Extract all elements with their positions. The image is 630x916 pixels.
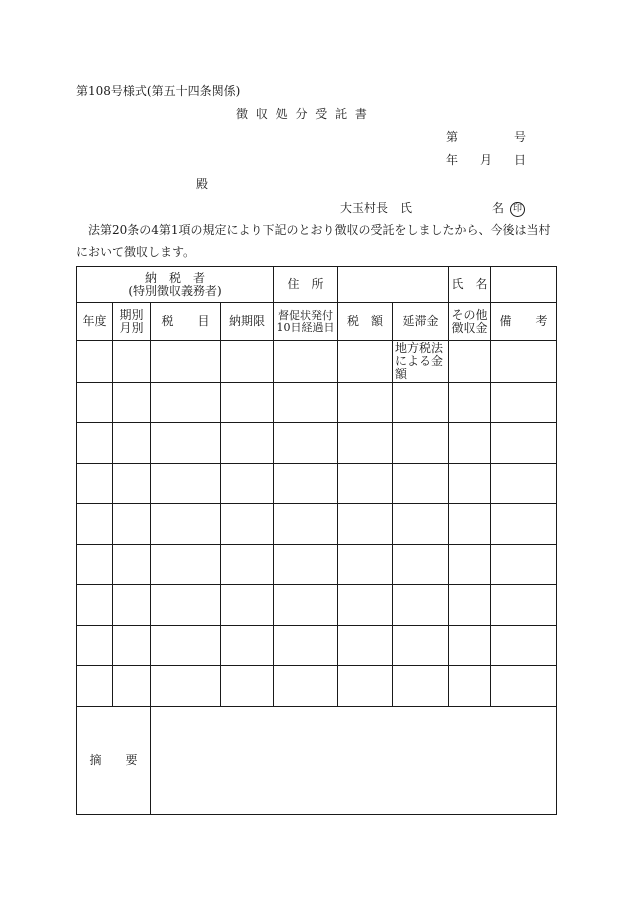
col-fiscal-year [77, 303, 113, 341]
cell[interactable] [338, 341, 393, 383]
cell[interactable] [449, 626, 491, 666]
table-row [77, 341, 557, 383]
cell[interactable] [221, 545, 274, 585]
cell[interactable] [274, 383, 338, 423]
col-notice [274, 303, 338, 341]
cell[interactable] [449, 504, 491, 545]
col-due-date-label: 納期限 [228, 314, 265, 328]
body-line-1: 法第20条の4第1項の規定により下記のとおり徴収の受託をしましたから、今後は当村 [88, 223, 551, 237]
cell[interactable] [491, 464, 557, 504]
cell[interactable] [491, 383, 557, 423]
cell[interactable] [491, 423, 557, 464]
sender-name-char: 名 [492, 201, 505, 215]
cell[interactable] [491, 626, 557, 666]
column-header-row [77, 303, 557, 341]
cell[interactable] [151, 545, 221, 585]
address-label-cell [274, 267, 338, 303]
table-row [77, 423, 557, 464]
date-day: 日 [514, 153, 527, 167]
cell[interactable] [393, 585, 449, 626]
cell[interactable] [113, 464, 151, 504]
form-number: 第108号様式(第五十四条関係) [76, 84, 241, 98]
cell[interactable] [274, 585, 338, 626]
body-line-2: において徴収します。 [76, 245, 196, 259]
cell[interactable] [221, 585, 274, 626]
commission-table [76, 266, 557, 815]
table-row [77, 464, 557, 504]
cell[interactable] [393, 464, 449, 504]
cell[interactable] [151, 464, 221, 504]
cell[interactable] [77, 423, 113, 464]
cell[interactable] [393, 626, 449, 666]
cell[interactable] [113, 341, 151, 383]
cell[interactable] [491, 666, 557, 707]
col-late-fee [393, 303, 449, 341]
date-month: 月 [480, 153, 493, 167]
sender-title: 大玉村長 氏 [340, 201, 413, 215]
late-fee-note: 地方税法による金額 [395, 341, 444, 381]
cell[interactable] [491, 545, 557, 585]
cell[interactable] [77, 666, 113, 707]
cell[interactable] [113, 383, 151, 423]
cell[interactable] [274, 626, 338, 666]
cell[interactable] [338, 423, 393, 464]
number-dai: 第 [446, 130, 459, 144]
cell[interactable] [221, 383, 274, 423]
table-row [77, 585, 557, 626]
table-row [77, 545, 557, 585]
cell[interactable] [449, 666, 491, 707]
cell[interactable] [151, 626, 221, 666]
cell[interactable] [393, 423, 449, 464]
table-row [77, 383, 557, 423]
cell[interactable] [151, 423, 221, 464]
cell[interactable] [151, 504, 221, 545]
cell[interactable] [393, 666, 449, 707]
cell[interactable] [113, 545, 151, 585]
col-tax-item [151, 303, 221, 341]
cell[interactable] [113, 626, 151, 666]
late-fee-note-cell[interactable] [393, 341, 449, 383]
taxpayer-label-cell [77, 267, 274, 303]
col-remarks-label: 備 考 [499, 314, 548, 328]
summary-label-cell [77, 707, 151, 815]
cell[interactable] [338, 464, 393, 504]
cell[interactable] [221, 626, 274, 666]
col-other-label-2: 徴収金 [451, 320, 488, 335]
cell[interactable] [221, 423, 274, 464]
cell[interactable] [338, 585, 393, 626]
cell[interactable] [338, 504, 393, 545]
cell[interactable] [449, 383, 491, 423]
table-row [77, 504, 557, 545]
address-value-cell[interactable] [338, 267, 449, 303]
cell[interactable] [113, 504, 151, 545]
cell[interactable] [221, 464, 274, 504]
cell[interactable] [77, 341, 113, 383]
addressee-suffix: 殿 [196, 177, 209, 191]
cell[interactable] [151, 585, 221, 626]
address-label: 住 所 [287, 277, 324, 291]
cell[interactable] [449, 585, 491, 626]
col-other-label-1: その他 [451, 307, 488, 322]
cell[interactable] [274, 504, 338, 545]
cell[interactable] [274, 464, 338, 504]
cell[interactable] [77, 383, 113, 423]
cell[interactable] [449, 423, 491, 464]
name-label: 氏 名 [451, 277, 488, 291]
summary-value-cell[interactable] [151, 707, 557, 815]
cell[interactable] [113, 585, 151, 626]
cell[interactable] [77, 504, 113, 545]
date-year: 年 [446, 153, 459, 167]
cell[interactable] [338, 666, 393, 707]
cell[interactable] [491, 585, 557, 626]
col-fiscal-year-label: 年度 [82, 314, 107, 328]
cell[interactable] [338, 626, 393, 666]
cell[interactable] [77, 545, 113, 585]
table-row [77, 666, 557, 707]
col-notice-label-1: 督促状発付 [278, 308, 333, 322]
cell[interactable] [113, 666, 151, 707]
cell[interactable] [274, 341, 338, 383]
col-due-date [221, 303, 274, 341]
cell[interactable] [77, 626, 113, 666]
col-other [449, 303, 491, 341]
cell[interactable] [393, 504, 449, 545]
cell[interactable] [274, 545, 338, 585]
seal-wrapper [510, 200, 525, 217]
cell[interactable] [221, 504, 274, 545]
cell[interactable] [491, 504, 557, 545]
cell[interactable] [338, 383, 393, 423]
cell[interactable] [77, 585, 113, 626]
document-title: 徴 収 処 分 受 託 書 [236, 107, 369, 121]
cell[interactable] [151, 341, 221, 383]
summary-label: 摘 要 [89, 753, 138, 767]
col-period-label-1: 期別 [119, 307, 144, 322]
cell[interactable] [393, 545, 449, 585]
cell[interactable] [113, 423, 151, 464]
cell[interactable] [221, 666, 274, 707]
cell[interactable] [449, 464, 491, 504]
summary-row [77, 707, 557, 815]
cell[interactable] [221, 341, 274, 383]
col-tax-item-label: 税 目 [161, 314, 210, 328]
seal-mark: 印 [510, 202, 525, 217]
name-label-cell [449, 267, 491, 303]
table-row [77, 626, 557, 666]
col-period [113, 303, 151, 341]
col-notice-label-2: 10日経過日 [276, 320, 335, 334]
taxpayer-sublabel: (特別徴収義務者) [128, 283, 222, 298]
col-tax-amount-label: 税 額 [346, 314, 383, 328]
cell[interactable] [77, 464, 113, 504]
col-remarks [491, 303, 557, 341]
cell[interactable] [449, 341, 491, 383]
number-go: 号 [514, 130, 527, 144]
cell[interactable] [338, 545, 393, 585]
cell[interactable] [151, 383, 221, 423]
cell[interactable] [449, 545, 491, 585]
col-tax-amount [338, 303, 393, 341]
cell[interactable] [274, 423, 338, 464]
cell[interactable] [274, 666, 338, 707]
name-value-cell[interactable] [491, 267, 557, 303]
taxpayer-row [77, 267, 557, 303]
col-period-label-2: 月別 [119, 320, 144, 335]
taxpayer-label: 納 税 者 [144, 270, 205, 285]
cell[interactable] [393, 383, 449, 423]
cell[interactable] [491, 341, 557, 383]
col-late-fee-label: 延滞金 [402, 314, 439, 328]
cell[interactable] [151, 666, 221, 707]
